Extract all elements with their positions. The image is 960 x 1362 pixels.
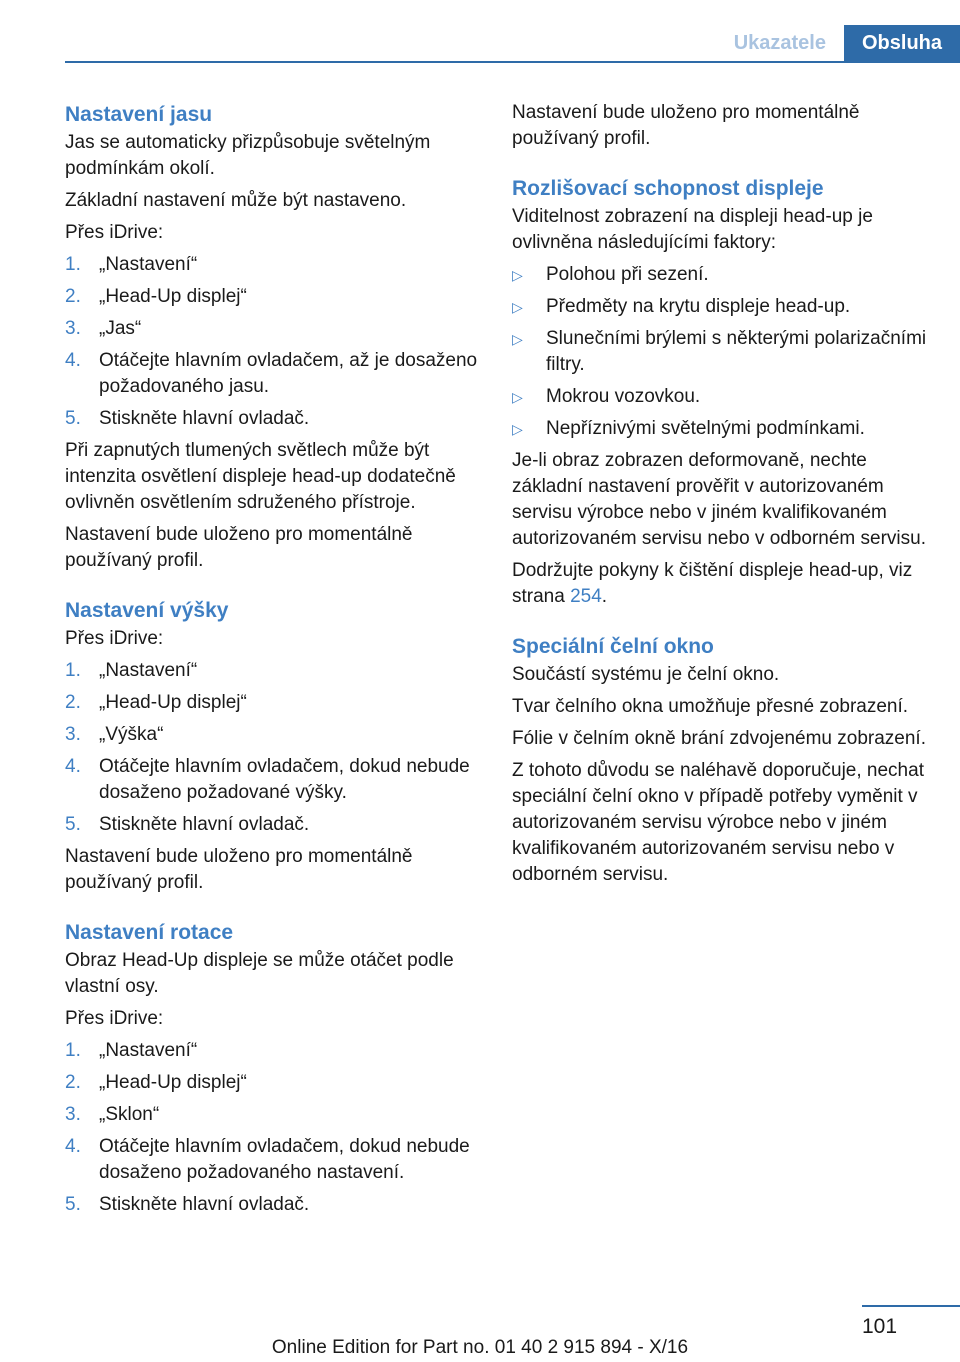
paragraph: Viditelnost zobrazení na displeji head-up je ovlivněna následujícími faktory:: [512, 206, 873, 253]
triangle-bullet-icon: ▷: [512, 389, 523, 405]
list-item: 3. „Sklon“: [65, 1104, 160, 1125]
triangle-bullet-icon: ▷: [512, 421, 523, 437]
list-item: 2. „Head-Up displej“: [65, 286, 247, 307]
paragraph: Přes iDrive:: [65, 628, 164, 649]
section-title-brightness: Nastavení jasu: [65, 103, 213, 126]
paragraph: Při zapnutých tlumených světlech může být intenzita osvětlení displeje head-up dodatečně ovlivněn osvětlením sdruženého přístroje.: [65, 440, 456, 513]
paragraph: Nastavení bude uloženo pro momentálně používaný profil.: [65, 524, 413, 571]
steps-list: [65, 252, 480, 432]
chapter-tabs: [716, 25, 960, 62]
list-item: ▷ Mokrou vozovkou.: [512, 384, 932, 410]
list-item: 4. Otáčejte hlavním ovladačem, až je dosaženo požadovaného jasu.: [65, 350, 478, 397]
paragraph: Je-li obraz zobrazen deformovaně, nechte základní nastavení prověřit v autorizovaném servisu výrobce nebo v jiném kvalifikovaném autorizovaném servisu nebo v odborném servisu.: [512, 450, 926, 549]
page-link[interactable]: 254: [570, 586, 602, 607]
left-column: [65, 100, 480, 1224]
paragraph: Nastavení bude uloženo pro momentálně používaný profil.: [512, 102, 860, 149]
list-item: 5. Stiskněte hlavní ovladač.: [65, 408, 310, 429]
footer-divider: [862, 1305, 960, 1307]
list-item: ▷ Předměty na krytu displeje head-up.: [512, 294, 932, 320]
section-title-rotation: Nastavení rotace: [65, 921, 234, 944]
steps-list: [65, 1038, 480, 1218]
paragraph: Tvar čelního okna umožňuje přesné zobrazení.: [512, 696, 909, 717]
paragraph: Součástí systému je čelní okno.: [512, 664, 780, 685]
paragraph: Nastavení bude uloženo pro momentálně používaný profil.: [65, 846, 413, 893]
section-title-resolution: Rozlišovací schopnost displeje: [512, 177, 824, 200]
list-item: ▷ Polohou při sezení.: [512, 262, 932, 288]
list-item: ▷ Nepříznivými světelnými podmínkami.: [512, 416, 932, 442]
paragraph: Jas se automaticky přizpůsobuje světelným podmínkám okolí.: [65, 132, 431, 179]
list-item: ▷ Slunečními brýlemi s některými polarizačními filtry.: [512, 328, 927, 375]
triangle-bullet-icon: ▷: [512, 299, 523, 315]
section-title-height: Nastavení výšky: [65, 599, 229, 622]
paragraph: Z tohoto důvodu se naléhavě doporučuje, nechat speciální čelní okno v případě potřeby vyměnit v autorizovaném servisu výrobce nebo v jiném kvalifikovaném autorizovaném servisu nebo v odborném servisu.: [512, 760, 924, 885]
list-item: 1. „Nastavení“: [65, 1040, 198, 1061]
list-item: 5. Stiskněte hlavní ovladač.: [65, 1194, 310, 1215]
right-column: [512, 100, 932, 894]
factors-list: [512, 262, 932, 442]
paragraph: Obraz Head-Up displeje se může otáčet podle vlastní osy.: [65, 950, 454, 997]
steps-list: [65, 658, 480, 838]
paragraph: Dodržujte pokyny k čištění displeje head-up, viz strana 254.: [512, 560, 913, 607]
list-item: 4. Otáčejte hlavním ovladačem, dokud nebude dosaženo požadovaného nastavení.: [65, 1136, 470, 1183]
list-item: 1. „Nastavení“: [65, 254, 198, 275]
list-item: 2. „Head-Up displej“: [65, 1072, 247, 1093]
paragraph: Přes iDrive:: [65, 1008, 164, 1029]
header-divider: [65, 61, 960, 63]
page-number: 101: [862, 1315, 898, 1338]
paragraph: Základní nastavení může být nastaveno.: [65, 190, 407, 211]
paragraph: Přes iDrive:: [65, 222, 164, 243]
list-item: 5. Stiskněte hlavní ovladač.: [65, 814, 310, 835]
section-title-windshield: Speciální čelní okno: [512, 635, 714, 658]
tab-ukazatele[interactable]: Ukazatele: [716, 25, 844, 62]
triangle-bullet-icon: ▷: [512, 331, 523, 347]
list-item: 4. Otáčejte hlavním ovladačem, dokud nebude dosaženo požadované výšky.: [65, 756, 470, 803]
list-item: 1. „Nastavení“: [65, 660, 198, 681]
triangle-bullet-icon: ▷: [512, 267, 523, 283]
paragraph: Fólie v čelním okně brání zdvojenému zobrazení.: [512, 728, 926, 749]
list-item: 3. „Výška“: [65, 724, 164, 745]
edition-note: Online Edition for Part no. 01 40 2 915 894 - X/16: [271, 1337, 689, 1358]
list-item: 3. „Jas“: [65, 318, 142, 339]
list-item: 2. „Head-Up displej“: [65, 692, 247, 713]
tab-obsluha[interactable]: Obsluha: [844, 25, 960, 62]
